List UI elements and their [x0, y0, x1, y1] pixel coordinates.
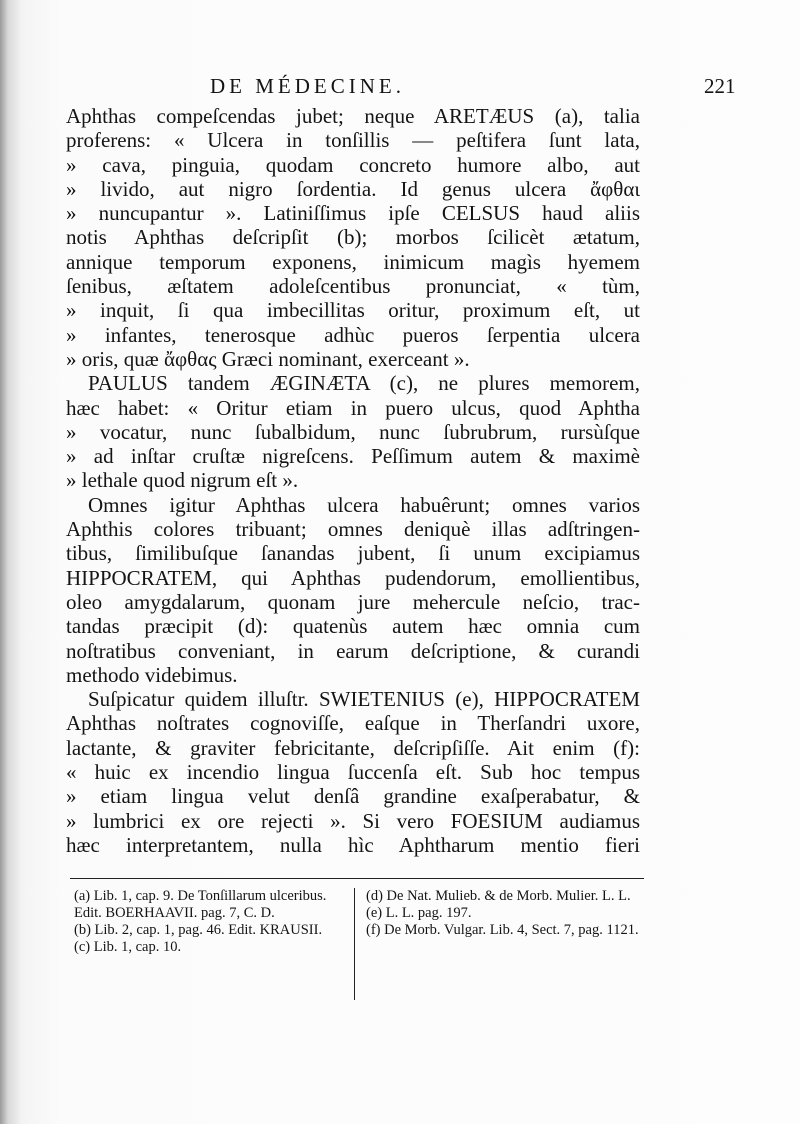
text-line: Suſpicatur quidem illuſtr. SWIETENIUS (e), HIPPOCRATEM	[88, 687, 640, 712]
text-line: Aphthas compeſcendas jubet; neque ARETÆUS (a), talia	[66, 104, 640, 128]
text-line: » lethale quod nigrum eſt ».	[66, 468, 299, 493]
footnote-e: (e) L. L. pag. 197.	[366, 905, 472, 921]
text-line: oleo amygdalarum, quonam jure mehercule neſcio, trac-	[66, 589, 640, 614]
text-line: » infantes, tenerosque adhùc pueros ſerpentia ulcera	[66, 322, 640, 347]
footnote-f: (f) De Morb. Vulgar. Lib. 4, Sect. 7, pag. 1121.	[366, 922, 639, 938]
text-line: » inquit, ſi qua imbecillitas oritur, proximum eſt, ut	[66, 298, 640, 323]
text-line: « huic ex incendio lingua ſuccenſa eſt. Sub hoc tempus	[66, 760, 640, 785]
text-line: hæc interpretantem, nulla hìc Aphtharum mentio fieri	[66, 832, 640, 857]
text-line: methodo videbimus.	[66, 662, 238, 687]
text-line: ſenibus, æſtatem adoleſcentibus pronunciat, « tùm,	[66, 274, 640, 299]
text-line: » etiam lingua velut denſâ grandine exaſperabatur, &	[66, 784, 640, 809]
text-line: lactante, & graviter febricitante, deſcripſiſſe. Ait enim (f):	[66, 735, 640, 760]
text-line: proferens: « Ulcera in tonſillis — peſtifera ſunt lata,	[66, 128, 640, 153]
footnote-a: (a) Lib. 1, cap. 9. De Tonſillarum ulceribus. Edit. BOERHAAVII. pag. 7, C. D.	[74, 888, 327, 921]
text-line: tandas præcipit (d): quatenùs autem hæc omnia cum	[66, 614, 640, 639]
footnote-column-divider	[354, 888, 355, 1000]
footnote-b: (b) Lib. 2, cap. 1, pag. 46. Edit. KRAUSII.	[74, 922, 323, 938]
text-line: » nuncupantur ». Latiniſſimus ipſe CELSUS haud aliis	[66, 201, 640, 226]
text-line: » ad inſtar cruſtæ nigreſcens. Peſſimum autem & maximè	[66, 444, 640, 469]
footnote-rule	[70, 878, 644, 879]
text-line: » lumbrici ex ore rejecti ». Si vero FOESIUM audiamus	[66, 808, 640, 833]
running-title: DE MÉDECINE.	[210, 74, 405, 98]
text-line: Omnes igitur Aphthas ulcera habuêrunt; omnes varios	[88, 492, 640, 517]
text-line: tibus, ſimilibuſque ſanandas jubent, ſi unum excipiamus	[66, 541, 640, 566]
page-number: 221	[704, 74, 736, 98]
text-line: noſtratibus conveniant, in earum deſcriptione, & curandi	[66, 638, 640, 663]
body-text	[66, 104, 640, 857]
text-line: Aphthis colores tribuant; omnes deniquè illas adſtringen-	[66, 517, 640, 542]
text-line: Aphthas noſtrates cognoviſſe, eaſque in Therſandri uxore,	[66, 711, 640, 736]
text-line: » oris, quæ ἄφθας Græci nominant, exerceant ».	[66, 346, 470, 371]
text-line: annique temporum exponens, inimicum magìs hyemem	[66, 249, 640, 274]
footnote-d: (d) De Nat. Mulieb. & de Morb. Mulier. L. L.	[366, 888, 631, 904]
text-line: notis Aphthas deſcripſit (b); morbos ſcilicèt ætatum,	[66, 225, 640, 250]
footnotes-right	[366, 888, 640, 939]
footnotes-left	[74, 888, 346, 956]
text-line: HIPPOCRATEM, qui Aphthas pudendorum, emollientibus,	[66, 565, 640, 590]
text-line: PAULUS tandem ÆGINÆTA (c), ne plures memorem,	[88, 371, 640, 396]
text-line: hæc habet: « Oritur etiam in puero ulcus, quod Aphtha	[66, 395, 640, 420]
footnote-c: (c) Lib. 1, cap. 10.	[74, 939, 182, 955]
text-line: » livido, aut nigro ſordentia. Id genus ulcera ἄφθαι	[66, 176, 640, 201]
text-line: » cava, pinguia, quodam concreto humore albo, aut	[66, 152, 640, 177]
text-line: » vocatur, nunc ſubalbidum, nunc ſubrubrum, rursùſque	[66, 419, 640, 444]
